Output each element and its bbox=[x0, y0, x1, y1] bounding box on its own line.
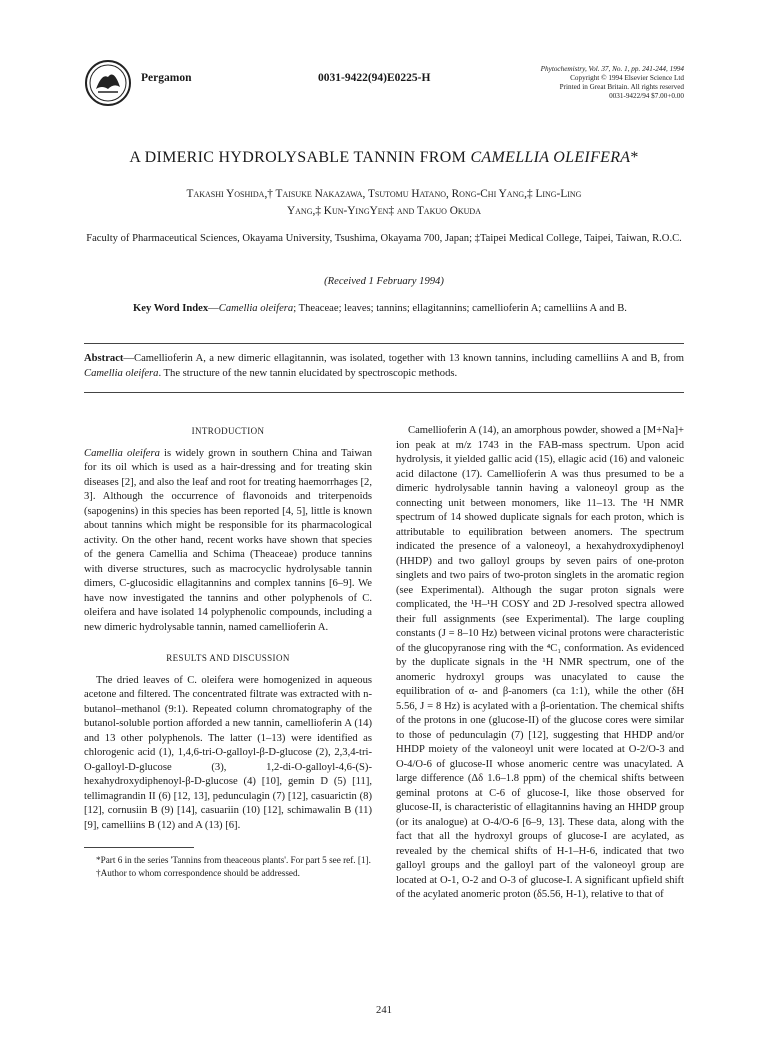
page-number: 241 bbox=[376, 1005, 392, 1016]
footnote-series: *Part 6 in the series 'Tannins from theaceous plants'. For part 5 see ref. [1]. bbox=[96, 855, 371, 865]
footnote-rule bbox=[84, 847, 194, 848]
journal-copyright: Copyright © 1994 Elsevier Science Ltd bbox=[570, 74, 684, 82]
left-column bbox=[84, 424, 372, 879]
results-heading: RESULTS AND DISCUSSION bbox=[166, 653, 290, 663]
authors bbox=[110, 186, 658, 220]
journal-price-code: 0031-9422/94 $7.00+0.00 bbox=[609, 92, 684, 100]
authors-line-1: Takashi Yoshida,† Taisuke Nakazawa, Tsutomu Hatano, Rong-Chi Yang,‡ Ling-Ling bbox=[186, 188, 582, 200]
abstract-bottom-rule bbox=[84, 392, 684, 393]
abstract-text-1: —Camellioferin A, a new dimeric ellagitannin, was isolated, together with 13 known tannins, including camelliins A and B, from bbox=[123, 353, 684, 364]
results-continued-paragraph: Camellioferin A (14), an amorphous powder, showed a [M+Na]+ ion peak at m/z 1743 in the FAB-mass spectrum. Upon acid hydrolysis, it yielded gallic acid (15), ellagic acid (16) and valoneic acid dilactone (17). Camellioferin A was thus presumed to be a dimeric hydrolysable tannin having a valoneoyl group as the connecting unit between monomers, like 11–13. The ¹H NMR spectrum of 14 showed duplicate signals for each proton, which is attributable to equilibration between anomers. The spectrum indicated the presence of a valoneoyl, a hexahydroxydiphenoyl (HHDP) and two galloyl groups by seven pairs of one-proton singlets and two pairs of two-proton singlets in the aromatic region (see Experimental). Although the sugar proton signals were complicated, the ¹H–¹H COSY and 2D J-resolved spectra allowed their full assignments (see Experimental). The large coupling constants (J = 8–10 Hz) between vicinal protons were characteristic of the glucopyranose ring with the ⁴C₁ conformation. As evidenced by the duplicate signals in the ¹H NMR spectrum, one of the anomeric hydroxyl groups was unacylated to cause the equilibration of α- and β-anomers (ca 1:1), while the other (δH 5.56, J = 8 Hz) is acylated with a β-orientation. The chemical shifts of the protons in one (glucose-II) of the glucose cores were similar to those of pedunculagin (7) [12], suggesting that HHDP and/or HHDP moiety of the valoneoyl unit were located at O-2/O-3 and O-4/O-6 of glucose-II whose anomeric centre was unacylated. A large difference (Δδ 1.6–1.8 ppm) of the chemical shifts between geminal protons at C-6 of glucose-I, like those observed for glucose-II, is characteristic of ellagitannins having an HHDP group (or its analogue) at O-4/O-6 [6–9, 13]. These data, along with the fact that all the hydroxyl groups of glucose-I are acylated, as revealed by the chemical shifts of H-1–H-6, indicated that two galloyl groups and the galloyl part of the valoneoyl group are located at O-1, O-2 and O-3 of glucose-I. A significant upfield shift of the acylated anomeric proton (δ5.56, H-1), relative to that of bbox=[396, 425, 684, 900]
introduction-heading: INTRODUCTION bbox=[191, 426, 265, 436]
keywords-dash: — bbox=[208, 303, 219, 314]
keywords-label: Key Word Index bbox=[133, 303, 209, 314]
authors-line-2: Yang,‡ Kun-YingYen‡ and Takuo Okuda bbox=[287, 205, 481, 217]
title-species: CAMELLIA OLEIFERA bbox=[470, 149, 631, 166]
results-paragraph: The dried leaves of C. oleifera were homogenized in aqueous acetone and filtered. The concentrated filtrate was extracted with n-butanol–methanol (9:1). Repeated column chromatography of the butanol-soluble portion afforded a new tannin, camellioferin A (14) and 13 other polyphenols. The latter (1–13) were identified as chlorogenic acid (1), 1,4,6-tri-O-galloyl-β-D-glucose (2), 2,3,4-tri-O-galloyl-D-glucose (3), 1,2-di-O-galloyl-4,6-(S)-hexahydroxydiphenoyl-β-D-glucose (4) [10], gemin D (5) [11], tellimagrandin II (6) [12, 13], pedunculagin (7) [12], casuarictin (8) [12], cornusiin B (9) [14], casuariin (10) [12], schimawalin B (11) [9], camelliins B (12) and A (13) [6]. bbox=[84, 674, 372, 831]
keywords-species: Camellia oleifera bbox=[218, 303, 294, 314]
abstract-label: Abstract bbox=[84, 353, 124, 364]
introduction-paragraph bbox=[84, 447, 372, 636]
footnote-correspondence: †Author to whom correspondence should be addressed. bbox=[96, 867, 300, 878]
abstract-text-2: . The structure of the new tannin elucidated by spectroscopic methods. bbox=[158, 367, 458, 379]
keywords-list: ; Theaceae; leaves; tannins; ellagitannins; camellioferin A; camelliins A and B. bbox=[293, 303, 627, 314]
abstract-species: Camellia oleifera bbox=[84, 367, 159, 379]
keywords bbox=[133, 302, 653, 317]
intro-species: Camellia oleifera bbox=[84, 447, 160, 459]
right-column bbox=[396, 424, 684, 903]
affiliation: Faculty of Pharmaceutical Sciences, Okayama University, Tsushima, Okayama 700, Japan; ‡Taipei Medical College, Taipei, Taiwan, R.O.C. bbox=[86, 233, 682, 244]
journal-citation: Phytochemistry, Vol. 37, No. 1, pp. 241-244, 1994 bbox=[540, 65, 684, 73]
received-date: (Received 1 February 1994) bbox=[324, 276, 444, 287]
journal-printed: Printed in Great Britain. All rights reserved bbox=[559, 83, 684, 91]
title-main: A DIMERIC HYDROLYSABLE TANNIN FROM bbox=[129, 149, 471, 166]
pergamon-logo bbox=[84, 59, 132, 107]
abstract bbox=[84, 352, 684, 381]
title-footnote-mark: * bbox=[630, 149, 639, 166]
publisher-name: Pergamon bbox=[141, 72, 192, 84]
intro-text: is widely grown in southern China and Taiwan for its oil which is used as a hair-dressing and for treating skin diseases [2], and also the leaf and root for treating haemorrhages [2, 3]. Although the occurrence of flavonoids and triterpenoids (sapogenins) in this species has been reported [4, 5], little is known about tannins which might be responsible for its pharmacological activity. On the other hand, recent works have shown that species of the genera Camellia and Schima (Theaceae) produce tannins with diverse structures, such as macrocyclic hydrolysable tannin dimers, C-glucosidic ellagitannins and complex tannins [6–9]. We have now investigated the tannins and other polyphenols of C. oleifera and have isolated 14 polyphenolic compounds, including a new dimeric hydrolysable tannin, named camellioferin A. bbox=[84, 447, 372, 633]
journal-info bbox=[464, 65, 684, 101]
article-title bbox=[84, 149, 684, 167]
abstract-top-rule bbox=[84, 343, 684, 344]
article-doi: 0031-9422(94)E0225-H bbox=[318, 72, 431, 84]
